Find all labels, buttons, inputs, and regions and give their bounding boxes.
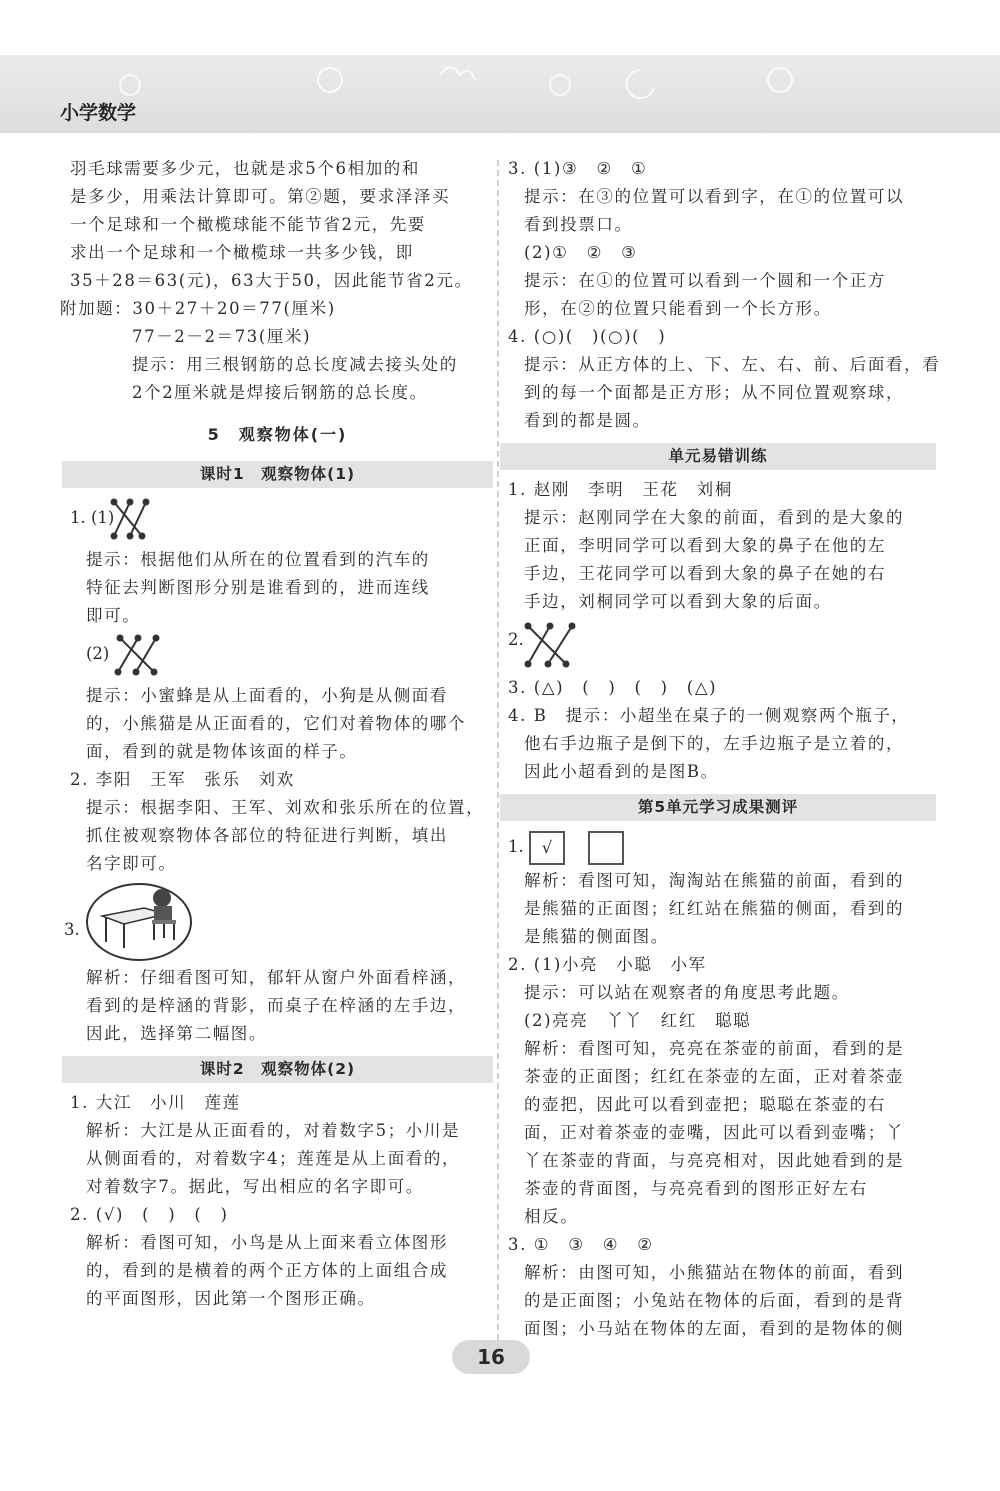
hint-line: 的，小熊猫是从正面看的，它们对着物体的哪个 <box>86 714 467 733</box>
errors-q2-label: 2. <box>508 630 524 649</box>
page-header-band <box>0 55 1000 133</box>
q3-picture <box>64 878 485 964</box>
answer-line: 2. 李阳 王军 张乐 刘欢 <box>70 770 295 789</box>
hint-line: 看到的都是圆。 <box>524 411 651 430</box>
hint-line: 特征去判断图形分别是谁看到的，进而连线 <box>86 578 430 597</box>
q1-figure-1 <box>70 494 485 546</box>
text-line: 求出一个足球和一个橄榄球一共多少钱，即 <box>70 243 414 262</box>
hint-line: 看到投票口。 <box>524 215 633 234</box>
answer-line: 1. 赵刚 李明 王花 刘桐 <box>508 480 733 499</box>
lesson2-title: 课时2 观察物体(2) <box>62 1056 493 1083</box>
answer-line: 3. (△) ( ) ( ) (△) <box>508 678 718 697</box>
answer-line: 1. 大江 小川 莲莲 <box>70 1093 241 1112</box>
chapter-title: 5 观察物体(一) <box>207 425 348 444</box>
analysis-line: 从侧面看的，对着数字4；莲莲是从上面看的， <box>86 1149 461 1168</box>
hint-line: 因此小超看到的是图B。 <box>524 762 719 781</box>
bonus-line: 77－2－2＝73(厘米) <box>132 327 312 346</box>
table-chair-illustration <box>84 878 194 962</box>
analysis-line: 解析：大江是从正面看的，对着数字5；小川是 <box>86 1121 461 1140</box>
hint-line: 提示：可以站在观察者的角度思考此题。 <box>524 983 850 1002</box>
analysis-line: 解析：由图可知，小熊猫站在物体的前面，看到 <box>524 1263 905 1282</box>
hint-line: 提示：根据李阳、王军、刘欢和张乐所在的位置， <box>86 798 485 817</box>
analysis-line: 的是正面图；小兔站在物体的后面，看到的是背 <box>524 1291 905 1310</box>
hint-line: 提示：根据他们从所在的位置看到的汽车的 <box>86 550 430 569</box>
matching-lines-figure <box>514 618 594 670</box>
analysis-line: 茶壶的背面图，与亮亮看到的图形正好左右 <box>524 1179 868 1198</box>
hint-line: 形，在②的位置只能看到一个长方形。 <box>524 299 832 318</box>
analysis-line: 解析：看图可知，亮亮在茶壶的前面，看到的是 <box>524 1039 905 1058</box>
page-number: 16 <box>452 1340 530 1374</box>
hint-line: 提示：在③的位置可以看到字，在①的位置可以 <box>524 187 905 206</box>
header-decoration <box>0 0 1000 160</box>
hint-line: 提示：在①的位置可以看到一个圆和一个正方 <box>524 271 886 290</box>
q3-label: 3. <box>64 920 80 939</box>
matching-lines-figure <box>98 632 168 678</box>
analysis-line: 解析：看图可知，小鸟是从上面来看立体图形 <box>86 1233 448 1252</box>
column-divider <box>497 160 499 1360</box>
hint-line: 手边，刘桐同学可以看到大象的后面。 <box>524 592 832 611</box>
analysis-line: 是熊猫的侧面图。 <box>524 927 669 946</box>
q1-label: 1. (1) <box>70 508 115 527</box>
answer-line: (2)① ② ③ <box>524 243 638 262</box>
analysis-line: 对着数字7。据此，写出相应的名字即可。 <box>86 1177 424 1196</box>
analysis-line: 因此，选择第二幅图。 <box>86 1024 267 1043</box>
test-q1-boxes <box>508 827 928 867</box>
bonus-line: 提示：用三根钢筋的总长度减去接头处的 <box>132 355 458 374</box>
right-column <box>508 155 941 1343</box>
hint-line: 名字即可。 <box>86 854 177 873</box>
analysis-line: 丫在茶壶的背面，与亮亮相对，因此她看到的是 <box>524 1151 905 1170</box>
analysis-line: 是熊猫的正面图；红红站在熊猫的侧面，看到的 <box>524 899 905 918</box>
text-line: 一个足球和一个橄榄球能不能节省2元，先要 <box>70 215 426 234</box>
checked-box: √ <box>529 831 565 865</box>
hint-line: 即可。 <box>86 606 141 625</box>
analysis-line: 面，正对着茶壶的壶嘴，因此可以看到壶嘴；丫 <box>524 1123 905 1142</box>
answer-line: 3. (1)③ ② ① <box>508 159 648 178</box>
test-q1-label: 1. <box>508 837 524 856</box>
analysis-line: 茶壶的正面图；红红在茶壶的左面，正对着茶壶 <box>524 1067 905 1086</box>
q1-label-2: (2) <box>86 644 110 663</box>
lesson1-title: 课时1 观察物体(1) <box>62 461 493 488</box>
answer-line: 3. ① ③ ④ ② <box>508 1235 654 1254</box>
answer-line: 4. B 提示：小超坐在桌子的一侧观察两个瓶子， <box>508 706 910 725</box>
hint-line: 提示：从正方体的上、下、左、右、前、后面看，看 <box>524 355 941 374</box>
hint-line: 提示：赵刚同学在大象的前面，看到的是大象的 <box>524 508 905 527</box>
hint-line: 他右手边瓶子是倒下的，左手边瓶子是立着的， <box>524 734 905 753</box>
test-title: 第5单元学习成果测评 <box>500 794 936 821</box>
text-line: 是多少，用乘法计算即可。第②题，要求泽泽买 <box>70 187 451 206</box>
analysis-line: 面图；小马站在物体的左面，看到的是物体的侧 <box>524 1319 905 1338</box>
answer-line: 4. (○)( )(○)( ) <box>508 327 667 346</box>
bonus-line: 2个2厘米就是焊接后钢筋的总长度。 <box>132 383 428 402</box>
hint-line: 面，看到的就是物体该面的样子。 <box>86 742 358 761</box>
errors-q2-figure <box>508 616 928 674</box>
hint-line: 正面，李明同学可以看到大象的鼻子在他的左 <box>524 536 886 555</box>
left-column <box>60 155 485 1313</box>
bonus-line: 附加题：30＋27＋20＝77(厘米) <box>60 299 336 318</box>
analysis-line: 看到的是梓涵的背影，而桌子在梓涵的左手边， <box>86 996 467 1015</box>
errors-title: 单元易错训练 <box>500 443 936 470</box>
text-line: 羽毛球需要多少元，也就是求5个6相加的和 <box>70 159 420 178</box>
matching-lines-figure <box>98 496 168 542</box>
analysis-line: 相反。 <box>524 1207 579 1226</box>
answer-line: (2)亮亮 丫丫 红红 聪聪 <box>524 1011 752 1030</box>
subject-title: 小学数学 <box>60 102 137 124</box>
hint-line: 到的每一个面都是正方形；从不同位置观察球， <box>524 383 905 402</box>
analysis-line: 的平面图形，因此第一个图形正确。 <box>86 1289 376 1308</box>
empty-box <box>588 831 624 865</box>
answer-line: 2. (√) ( ) ( ) <box>70 1205 229 1224</box>
analysis-line: 解析：仔细看图可知，郁轩从窗户外面看梓涵， <box>86 968 467 987</box>
hint-line: 手边，王花同学可以看到大象的鼻子在她的右 <box>524 564 886 583</box>
hint-line: 抓住被观察物体各部位的特征进行判断，填出 <box>86 826 448 845</box>
analysis-line: 的壶把，因此可以看到壶把；聪聪在茶壶的右 <box>524 1095 886 1114</box>
analysis-line: 的，看到的是横着的两个正方体的上面组合成 <box>86 1261 448 1280</box>
analysis-line: 解析：看图可知，淘淘站在熊猫的前面，看到的 <box>524 871 905 890</box>
q1-figure-2 <box>70 630 485 682</box>
text-line: 35＋28＝63(元)，63大于50，因此能节省2元。 <box>70 271 473 290</box>
answer-line: 2. (1)小亮 小聪 小军 <box>508 955 707 974</box>
hint-line: 提示：小蜜蜂是从上面看的，小狗是从侧面看 <box>86 686 448 705</box>
